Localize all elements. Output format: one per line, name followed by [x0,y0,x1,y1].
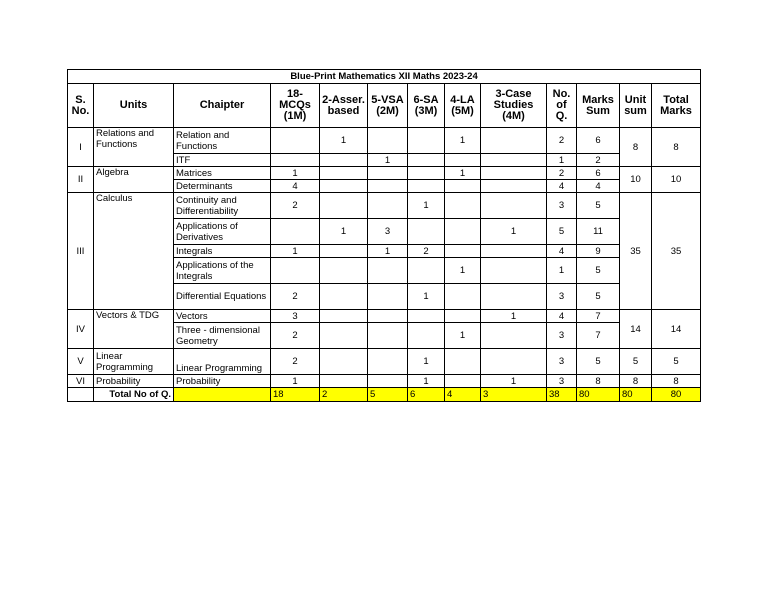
cell-asser [320,180,368,193]
total-la: 4 [445,388,481,402]
cell-vsa [368,193,408,219]
cell-sa: 1 [408,193,445,219]
cell-unit-sum: 8 [620,375,652,388]
cell-asser [320,193,368,219]
cell-marks: 4 [577,180,620,193]
cell-unit-sum: 14 [620,310,652,349]
total-noq: 38 [547,388,577,402]
header-units: Units [94,84,174,128]
cell-unit-sum: 10 [620,167,652,193]
cell-case [481,180,547,193]
cell-case [481,284,547,310]
cell-unit-sum: 35 [620,193,652,310]
cell-vsa: 3 [368,219,408,245]
cell-mcq [271,219,320,245]
table-body [68,128,701,402]
totals-label: Total No of Q. [94,388,174,402]
header-asser: 2-Asser. based [320,84,368,128]
cell-noq: 4 [547,180,577,193]
cell-sa [408,180,445,193]
totals-chapter-blank [174,388,271,402]
chapter-name: Probability [174,375,271,388]
unit-sno: IV [68,310,94,349]
cell-asser [320,323,368,349]
header-noq: No. of Q. [547,84,577,128]
blueprint-table [67,69,701,402]
cell-vsa [368,284,408,310]
cell-sa: 1 [408,375,445,388]
table-row [68,310,701,323]
cell-case [481,128,547,154]
total-vsa: 5 [368,388,408,402]
unit-name: Probability [94,375,174,388]
table-title: Blue-Print Mathematics XII Maths 2023-24 [68,70,701,84]
cell-case: 1 [481,310,547,323]
cell-case: 1 [481,219,547,245]
table-row [68,167,701,180]
cell-noq: 2 [547,167,577,180]
header-total: Total Marks [652,84,701,128]
cell-sa [408,154,445,167]
cell-mcq [271,154,320,167]
cell-marks: 11 [577,219,620,245]
cell-la [445,349,481,375]
totals-row [68,388,701,402]
cell-sa [408,128,445,154]
cell-marks: 2 [577,154,620,167]
table-row [68,375,701,388]
cell-la [445,310,481,323]
cell-total: 8 [652,375,701,388]
total-sa: 6 [408,388,445,402]
cell-mcq: 2 [271,349,320,375]
unit-name: Vectors & TDG [94,310,174,349]
cell-sa [408,323,445,349]
cell-vsa [368,258,408,284]
cell-vsa: 1 [368,154,408,167]
chapter-name: Determinants [174,180,271,193]
unit-sno: II [68,167,94,193]
cell-mcq: 1 [271,167,320,180]
chapter-name: Vectors [174,310,271,323]
cell-marks: 6 [577,128,620,154]
chapter-name: Three - dimensional Geometry [174,323,271,349]
chapter-name: ITF [174,154,271,167]
cell-asser [320,349,368,375]
cell-marks: 8 [577,375,620,388]
cell-noq: 3 [547,284,577,310]
header-sa: 6-SA (3M) [408,84,445,128]
cell-sa: 2 [408,245,445,258]
table-row [68,193,701,219]
cell-case [481,167,547,180]
cell-mcq: 1 [271,245,320,258]
table-row [68,128,701,154]
cell-mcq [271,128,320,154]
cell-total: 5 [652,349,701,375]
cell-vsa [368,375,408,388]
cell-case [481,245,547,258]
unit-sno: III [68,193,94,310]
total-asser: 2 [320,388,368,402]
header-marks: Marks Sum [577,84,620,128]
cell-case [481,349,547,375]
unit-name: Calculus [94,193,174,310]
cell-marks: 9 [577,245,620,258]
chapter-name: Relation and Functions [174,128,271,154]
cell-asser [320,245,368,258]
cell-la: 1 [445,167,481,180]
unit-name: Algebra [94,167,174,193]
cell-vsa: 1 [368,245,408,258]
cell-total: 35 [652,193,701,310]
cell-la [445,154,481,167]
cell-noq: 2 [547,128,577,154]
chapter-name: Linear Programming [174,349,271,375]
cell-la [445,245,481,258]
unit-sno: V [68,349,94,375]
cell-asser [320,167,368,180]
header-unit-sum: Unit sum [620,84,652,128]
cell-mcq [271,258,320,284]
cell-unit-sum: 5 [620,349,652,375]
unit-sno: VI [68,375,94,388]
cell-mcq: 1 [271,375,320,388]
cell-noq: 3 [547,375,577,388]
cell-marks: 7 [577,323,620,349]
cell-noq: 3 [547,349,577,375]
header-case: 3-Case Studies (4M) [481,84,547,128]
cell-case [481,258,547,284]
cell-la [445,219,481,245]
cell-unit-sum: 8 [620,128,652,167]
cell-mcq: 2 [271,193,320,219]
cell-noq: 3 [547,323,577,349]
chapter-name: Applications of the Integrals [174,258,271,284]
cell-noq: 4 [547,310,577,323]
cell-sa: 1 [408,349,445,375]
total-marks: 80 [577,388,620,402]
cell-la [445,180,481,193]
unit-name: Linear Programming [94,349,174,375]
cell-vsa [368,128,408,154]
cell-marks: 5 [577,193,620,219]
unit-name: Relations and Functions [94,128,174,167]
cell-asser: 1 [320,128,368,154]
cell-marks: 6 [577,167,620,180]
cell-la [445,193,481,219]
cell-asser [320,375,368,388]
cell-noq: 4 [547,245,577,258]
cell-case: 1 [481,375,547,388]
cell-total: 14 [652,310,701,349]
chapter-name: Applications of Derivatives [174,219,271,245]
cell-marks: 5 [577,284,620,310]
cell-mcq: 2 [271,284,320,310]
cell-sa [408,219,445,245]
cell-la: 1 [445,128,481,154]
cell-vsa [368,167,408,180]
cell-noq: 5 [547,219,577,245]
cell-sa: 1 [408,284,445,310]
header-la: 4-LA (5M) [445,84,481,128]
cell-asser [320,310,368,323]
cell-sa [408,167,445,180]
totals-blank [68,388,94,402]
chapter-name: Continuity and Differentiability [174,193,271,219]
cell-case [481,154,547,167]
cell-case [481,323,547,349]
total-total: 80 [652,388,701,402]
cell-sa [408,258,445,284]
cell-mcq: 2 [271,323,320,349]
cell-vsa [368,180,408,193]
header-vsa: 5-VSA (2M) [368,84,408,128]
cell-total: 8 [652,128,701,167]
total-case: 3 [481,388,547,402]
unit-sno: I [68,128,94,167]
cell-vsa [368,323,408,349]
cell-vsa [368,310,408,323]
cell-noq: 1 [547,154,577,167]
chapter-name: Differential Equations [174,284,271,310]
cell-total: 10 [652,167,701,193]
total-mcq: 18 [271,388,320,402]
cell-mcq: 4 [271,180,320,193]
header-mcq: 18-MCQs (1M) [271,84,320,128]
cell-marks: 5 [577,349,620,375]
total-unit-sum: 80 [620,388,652,402]
cell-case [481,193,547,219]
cell-sa [408,310,445,323]
cell-asser [320,284,368,310]
chapter-name: Matrices [174,167,271,180]
header-sno: S. No. [68,84,94,128]
cell-la [445,284,481,310]
header-chapter: Chaipter [174,84,271,128]
cell-noq: 3 [547,193,577,219]
chapter-name: Integrals [174,245,271,258]
cell-marks: 7 [577,310,620,323]
cell-mcq: 3 [271,310,320,323]
cell-asser [320,154,368,167]
cell-noq: 1 [547,258,577,284]
cell-marks: 5 [577,258,620,284]
cell-la: 1 [445,323,481,349]
cell-vsa [368,349,408,375]
cell-asser: 1 [320,219,368,245]
table-row [68,349,701,375]
cell-asser [320,258,368,284]
cell-la [445,375,481,388]
cell-la: 1 [445,258,481,284]
